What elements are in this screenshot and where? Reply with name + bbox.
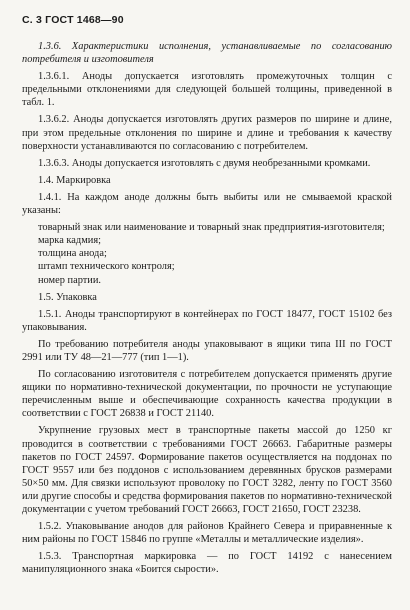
section-heading-marking: 1.4. Маркировка (38, 174, 111, 186)
paragraph-other-boxes: По согласованию изготовителя с потребителем допускается применять другие ящики по нормативно-технической документации, по прочности не уступающие перечисленным выше и обеспечивающие сохранность качества продукции в соответствии с ГОСТ 26838 и ГОСТ 21140. (22, 369, 392, 420)
paragraph-1-5-1: 1.5.1. Аноды транспортируют в контейнерах по ГОСТ 18477, ГОСТ 15102 без упаковывания. (22, 308, 392, 333)
section-heading-packaging: 1.5. Упаковка (38, 291, 97, 303)
document-body (22, 40, 392, 580)
paragraph-1-3-6-2: 1.3.6.2. Аноды допускается изготовлять других размеров по ширине и длине, при этом предельные отклонения по ширине и длине и требования к качеству поверхности устанавливаются по согласованию с потребителем. (22, 114, 392, 152)
paragraph-1-5-2: 1.5.2. Упаковывание анодов для районов Крайнего Севера и приравненные к ним районы по ГОСТ 15846 по группе «Металлы и металлические изделия». (22, 521, 392, 546)
list-item-thickness: толщина анода; (38, 248, 107, 260)
paragraph-consumer-request: По требованию потребителя аноды упаковывают в ящики типа III по ГОСТ 2991 или ТУ 48—21—777 (тип 1—1). (22, 338, 392, 363)
list-item-grade: марка кадмия; (38, 235, 102, 247)
list-item-batch: номер партии. (38, 274, 102, 286)
list-item-stamp: штамп технического контроля; (38, 261, 175, 273)
list-item-trademark: товарный знак или наименование и товарный знак предприятия-изготовителя; (38, 222, 385, 234)
paragraph-1-3-6-1: 1.3.6.1. Аноды допускается изготовлять промежуточных толщин с предельными отклонениями для следующей большей толщины, приведенной в табл. 1. (22, 71, 392, 109)
paragraph-pallets: Укрупнение грузовых мест в транспортные пакеты массой до 1250 кг проводится в соответствии с требованиями ГОСТ 26663. Габаритные размеры пакетов по ГОСТ 24597. Формирование пакетов осуществляется на поддонах по ГОСТ 9557 или без поддонов с использованием деревянных брусков размерами 50×50 мм. Для связки используют проволоку по ГОСТ 3282, ленту по ГОСТ 3560 или другие способы и средства формирования пакетов по нормативно-технической документации с учетом требований ГОСТ 26663, ГОСТ 21650, ГОСТ 23238. (22, 425, 392, 515)
page-header: С. 3 ГОСТ 1468—90 (22, 14, 124, 26)
section-1-3-6-title: 1.3.6. Характеристики исполнения, устанавливаемые по согласованию потребителя и изготовителя (22, 41, 392, 66)
paragraph-1-4-1: 1.4.1. На каждом аноде должны быть выбиты или не смываемой краской указаны: (22, 191, 392, 217)
paragraph-1-3-6-3: 1.3.6.3. Аноды допускается изготовлять с двумя необрезанными кромками. (38, 157, 371, 169)
paragraph-1-5-3: 1.5.3. Транспортная маркировка — по ГОСТ 14192 с нанесением манипуляционного знака «Боится сырости». (22, 551, 392, 576)
